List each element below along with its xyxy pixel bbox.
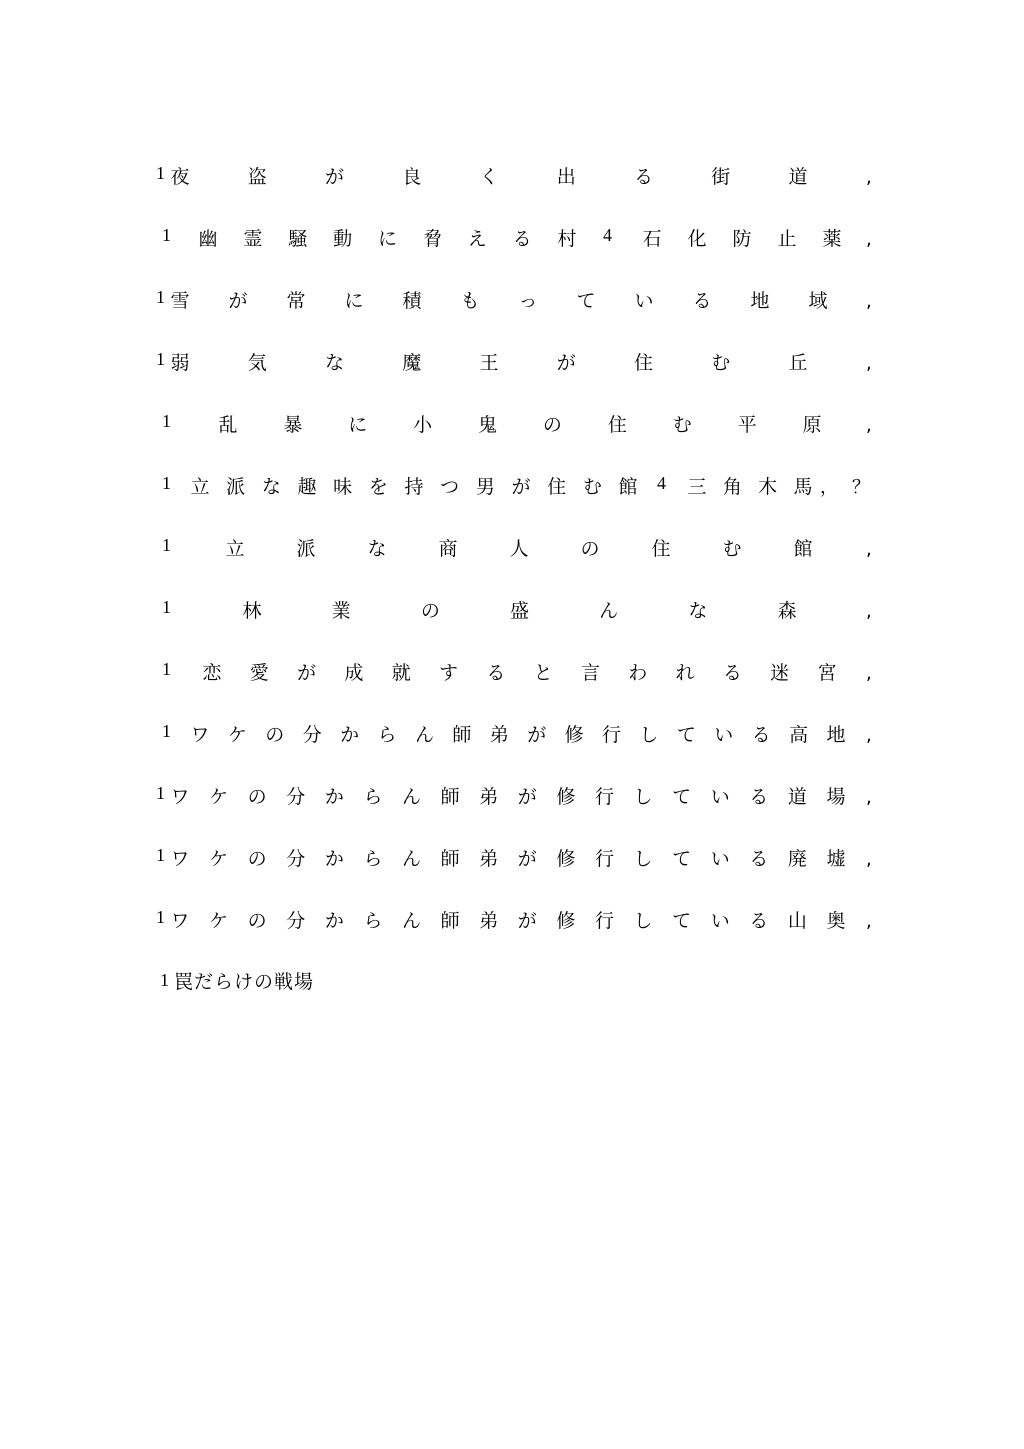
- text-char: 行: [594, 848, 614, 870]
- line-punctuation: ,: [866, 167, 872, 188]
- text-char: な: [688, 600, 708, 622]
- text-char: 修: [556, 786, 576, 808]
- text-char: 行: [594, 910, 614, 932]
- text-char: 村: [557, 228, 577, 250]
- text-char: く: [479, 166, 499, 188]
- line-number: 4: [603, 225, 612, 245]
- text-char: が: [556, 352, 576, 374]
- text-char: 館: [618, 476, 638, 498]
- text-char: 道: [788, 166, 808, 188]
- text-char: 分: [286, 910, 306, 932]
- text-char: を: [368, 476, 388, 498]
- text-char: 地: [750, 290, 770, 312]
- text-char: 弟: [489, 724, 509, 746]
- text-char: 地: [826, 724, 846, 746]
- text-char: 防: [732, 228, 752, 250]
- document-line: [0, 163, 1024, 203]
- document-line: [0, 473, 1024, 513]
- line-punctuation: ,: [866, 849, 872, 870]
- text-char: 人: [509, 538, 529, 560]
- text-char: が: [228, 290, 248, 312]
- text-char: れ: [675, 662, 695, 684]
- text-char: ら: [363, 786, 383, 808]
- text-char: い: [710, 786, 730, 808]
- text-char: い: [710, 848, 730, 870]
- text-char: ん: [402, 848, 422, 870]
- text-char: む: [672, 414, 692, 436]
- line-number: 4: [657, 473, 666, 493]
- text-char: い: [710, 910, 730, 932]
- line-number: 1: [162, 597, 171, 617]
- text-char: か: [324, 786, 344, 808]
- text-char: 乱: [218, 414, 238, 436]
- text-char: 止: [777, 228, 797, 250]
- text-char: ら: [363, 910, 383, 932]
- text-char: 雪: [170, 290, 190, 312]
- text-char: 街: [711, 166, 731, 188]
- text-char: 弟: [479, 848, 499, 870]
- text-char: 持: [404, 476, 424, 498]
- text-char: 積: [402, 290, 422, 312]
- text-char: 分: [286, 848, 306, 870]
- text-char: 盗: [247, 166, 267, 188]
- text-char: 住: [633, 352, 654, 374]
- text-char: 木: [758, 476, 778, 498]
- line-punctuation: ,: [866, 911, 872, 932]
- text-char: 師: [452, 724, 472, 746]
- text-char: の: [247, 910, 267, 932]
- text-char: 分: [302, 724, 322, 746]
- text-char: 動: [333, 228, 353, 250]
- text-char: 男: [475, 476, 495, 498]
- text-char: 住: [651, 538, 671, 560]
- text-char: て: [672, 786, 692, 808]
- text-char: ん: [414, 724, 434, 746]
- text-char: 派: [226, 476, 246, 498]
- text-char: 小: [413, 414, 433, 436]
- text-char: 言: [580, 662, 600, 684]
- text-char: 馬: [793, 476, 813, 498]
- text-char: 三: [687, 476, 707, 498]
- text-char: な: [324, 352, 345, 374]
- text-char: る: [749, 848, 769, 870]
- text-char: 霊: [243, 228, 263, 250]
- text-char: ら: [377, 724, 397, 746]
- line-punctuation: ，？: [820, 477, 884, 498]
- text-char: 修: [564, 724, 584, 746]
- text-char: ケ: [209, 786, 229, 808]
- line-number: 1: [160, 970, 169, 990]
- text-char: 就: [391, 662, 411, 684]
- text-char: 趣: [297, 476, 317, 498]
- text-char: る: [749, 786, 769, 808]
- text-char: 派: [296, 538, 316, 560]
- text-char: が: [517, 848, 537, 870]
- text-char: 弟: [479, 910, 499, 932]
- text-char: 王: [479, 352, 499, 374]
- text-char: と: [533, 662, 553, 684]
- text-char: ワ: [170, 848, 190, 870]
- text-char: る: [751, 724, 771, 746]
- line-number: 1: [162, 411, 171, 431]
- text-char: 脅: [422, 228, 442, 250]
- text-char: て: [672, 910, 692, 932]
- text-char: る: [633, 166, 654, 188]
- text-char: 廃: [787, 848, 807, 870]
- text-char: か: [324, 848, 344, 870]
- line-number: 1: [162, 659, 171, 679]
- text-char: 化: [687, 228, 707, 250]
- text-char: る: [692, 290, 712, 312]
- text-char: 行: [594, 786, 614, 808]
- line-punctuation: ,: [866, 787, 872, 808]
- text-char: 場: [826, 786, 846, 808]
- text-char: の: [542, 414, 562, 436]
- text-char: る: [486, 662, 506, 684]
- line-number: 1: [156, 783, 165, 803]
- text-char: 角: [722, 476, 742, 498]
- text-char: の: [580, 538, 600, 560]
- text-char: 弱: [170, 352, 190, 374]
- document-line: [0, 597, 1024, 637]
- text-char: い: [634, 290, 654, 312]
- text-char: 分: [286, 786, 306, 808]
- line-punctuation: ,: [866, 601, 872, 622]
- text-char: ワ: [190, 724, 210, 746]
- text-char: な: [261, 476, 281, 498]
- line-punctuation: ,: [866, 415, 872, 436]
- text-char: ケ: [209, 910, 229, 932]
- text-char: 成: [344, 662, 364, 684]
- text-char: 味: [333, 476, 353, 498]
- document-line: [0, 411, 1024, 451]
- text-char: わ: [628, 662, 648, 684]
- text-char: 原: [802, 414, 822, 436]
- document-line: [0, 349, 1024, 389]
- line-punctuation: ,: [866, 229, 872, 250]
- text-char: つ: [440, 476, 460, 498]
- document-line: [0, 225, 1024, 265]
- text-char: て: [672, 848, 692, 870]
- text-char: 修: [556, 848, 576, 870]
- line-number: 1: [156, 349, 165, 369]
- text-char: 愛: [249, 662, 269, 684]
- text-char: に: [344, 290, 364, 312]
- text-char: 奥: [826, 910, 846, 932]
- text-char: 商: [438, 538, 458, 560]
- line-number: 1: [156, 845, 165, 865]
- text-char: 林: [242, 600, 262, 622]
- text-char: む: [722, 538, 742, 560]
- text-char: 丘: [788, 352, 808, 374]
- text-char: に: [348, 414, 368, 436]
- text-char: 石: [642, 228, 662, 250]
- text-char: し: [633, 910, 653, 932]
- line-number: 1: [156, 287, 165, 307]
- text-char: の: [247, 786, 267, 808]
- text-char: し: [633, 848, 653, 870]
- text-char: る: [722, 662, 742, 684]
- text-char: 宮: [817, 662, 837, 684]
- text-char: の: [265, 724, 285, 746]
- text-char: 気: [247, 352, 267, 374]
- text-char: し: [639, 724, 659, 746]
- text-char: 常: [286, 290, 306, 312]
- line-punctuation: ,: [866, 291, 872, 312]
- text-char: 立: [225, 538, 245, 560]
- text-char: 恋: [202, 662, 222, 684]
- text-char: 館: [793, 538, 813, 560]
- line-punctuation: ,: [866, 539, 872, 560]
- text-char: の: [247, 848, 267, 870]
- document-line: [0, 287, 1024, 327]
- text-char: 域: [808, 290, 828, 312]
- line-number: 1: [162, 535, 171, 555]
- document-line: [0, 783, 1024, 823]
- text-char: か: [340, 724, 360, 746]
- text-char: も: [460, 290, 480, 312]
- text-char: ワ: [170, 910, 190, 932]
- text-char: て: [676, 724, 696, 746]
- text-char: 道: [787, 786, 807, 808]
- text-char: が: [517, 910, 537, 932]
- text-char: が: [297, 662, 317, 684]
- text-char: 魔: [402, 352, 422, 374]
- text-char: 弟: [479, 786, 499, 808]
- line-punctuation: ,: [866, 663, 872, 684]
- text-char: っ: [518, 290, 538, 312]
- text-char: 山: [787, 910, 807, 932]
- text-char: 住: [547, 476, 567, 498]
- document-line: [0, 845, 1024, 885]
- text-char: 墟: [826, 848, 846, 870]
- line-number: 1: [156, 907, 165, 927]
- text-char: ら: [363, 848, 383, 870]
- line-number: 1: [156, 163, 165, 183]
- text-char: 幽: [198, 228, 218, 250]
- line-number: 1: [162, 225, 171, 245]
- text-char: な: [367, 538, 387, 560]
- text-char: の: [420, 600, 440, 622]
- line-punctuation: ,: [866, 353, 872, 374]
- text-char: る: [512, 228, 532, 250]
- text-char: 出: [556, 166, 576, 188]
- final-line: [0, 968, 1024, 1008]
- text-char: し: [633, 786, 653, 808]
- text-char: 住: [607, 414, 627, 436]
- line-number: 1: [162, 473, 171, 493]
- text-char: が: [527, 724, 547, 746]
- text-char: ん: [599, 600, 619, 622]
- text-char: 修: [556, 910, 576, 932]
- text-char: ん: [402, 910, 422, 932]
- text-char: 平: [737, 414, 757, 436]
- line-number: 1: [162, 721, 171, 741]
- text-char: む: [711, 352, 731, 374]
- line-text: 罠だらけの戦場: [174, 971, 315, 993]
- text-char: 薬: [822, 228, 842, 250]
- text-char: 森: [777, 600, 797, 622]
- text-char: ワ: [170, 786, 190, 808]
- document-line: [0, 721, 1024, 761]
- text-char: に: [377, 228, 398, 250]
- text-char: 立: [190, 476, 210, 498]
- text-char: ケ: [209, 848, 229, 870]
- text-char: 師: [440, 786, 460, 808]
- text-char: て: [576, 290, 596, 312]
- text-char: 業: [331, 600, 351, 622]
- text-char: 師: [440, 910, 460, 932]
- text-char: 暴: [283, 414, 303, 436]
- text-char: ケ: [227, 724, 247, 746]
- text-char: が: [511, 476, 531, 498]
- text-char: 高: [789, 724, 809, 746]
- text-char: る: [749, 910, 769, 932]
- document-line: [0, 659, 1024, 699]
- text-char: む: [582, 476, 602, 498]
- text-char: い: [714, 724, 734, 746]
- text-char: 良: [402, 166, 422, 188]
- text-char: え: [467, 228, 487, 250]
- text-char: 師: [440, 848, 460, 870]
- text-char: 行: [602, 724, 622, 746]
- text-char: が: [324, 166, 345, 188]
- text-char: 夜: [170, 166, 190, 188]
- text-char: 盛: [509, 600, 530, 622]
- text-char: 迷: [770, 662, 790, 684]
- document-line: [0, 535, 1024, 575]
- text-char: か: [324, 910, 344, 932]
- text-char: ん: [402, 786, 422, 808]
- line-punctuation: ,: [866, 725, 872, 746]
- text-char: 騒: [288, 228, 308, 250]
- document-line: [0, 907, 1024, 947]
- text-char: が: [517, 786, 537, 808]
- text-char: 鬼: [478, 414, 498, 436]
- text-char: す: [439, 662, 459, 684]
